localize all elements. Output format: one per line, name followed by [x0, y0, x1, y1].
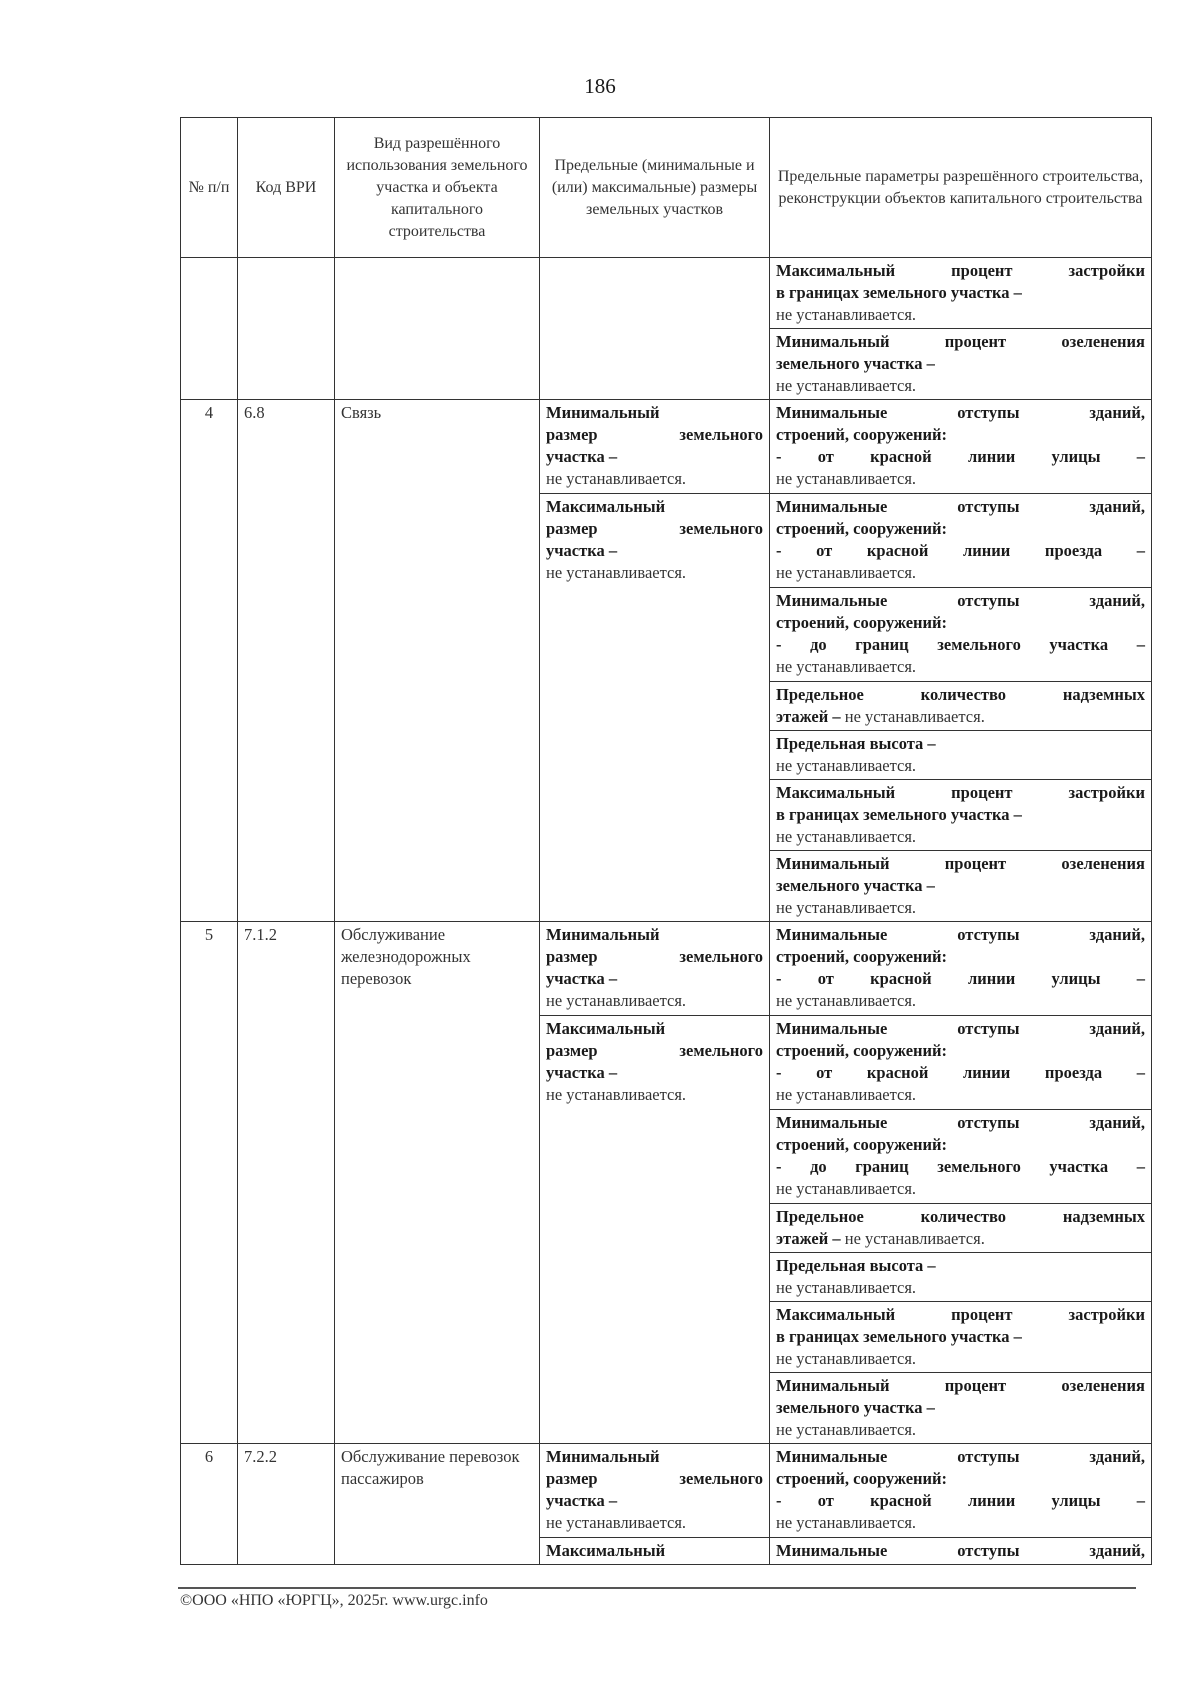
param-cell: Минимальный процент озеленения земельного участка – не устанавливается. [770, 329, 1152, 400]
row-code: 7.2.2 [238, 1444, 335, 1565]
table-row-continuation [181, 258, 1152, 329]
param-cell: Минимальные отступы зданий, строений, сооружений: - до границ земельного участка – не устанавливается. [770, 588, 1152, 682]
row-number: 5 [181, 922, 238, 1444]
param-cell: Минимальные отступы зданий, строений, сооружений: - от красной линии проезда – не устанавливается. [770, 494, 1152, 588]
row-name: Связь [335, 400, 540, 922]
param-cell: Предельное количество надземных этажей – не устанавливается. [770, 1204, 1152, 1253]
param-cell: Минимальные отступы зданий, строений, сооружений: - от красной линии улицы – не устанавливается. [770, 400, 1152, 494]
page-number: 186 [584, 74, 616, 98]
cell-empty [238, 258, 335, 400]
zoning-table-container [180, 117, 1151, 1560]
footer-divider [178, 1587, 1136, 1589]
row-code: 6.8 [238, 400, 335, 922]
param-cell: Минимальные отступы зданий, [770, 1538, 1152, 1565]
cell-empty [335, 258, 540, 400]
row-name: Обслуживание железнодорожных перевозок [335, 922, 540, 1444]
cell-empty [181, 258, 238, 400]
param-cell: Минимальные отступы зданий, строений, сооружений: - до границ земельного участка – не устанавливается. [770, 1110, 1152, 1204]
param-cell: Минимальный процент озеленения земельного участка – не устанавливается. [770, 1373, 1152, 1444]
table-row [181, 922, 1152, 1016]
param-cell: Максимальный процент застройки в границах земельного участка – не устанавливается. [770, 780, 1152, 851]
zoning-parameters-table [180, 117, 1152, 1565]
header-num: № п/п [181, 118, 238, 258]
cell-empty [540, 258, 770, 400]
header-params: Предельные параметры разрешённого строительства, реконструкции объектов капитального строительства [770, 118, 1152, 258]
param-cell: Максимальный процент застройки в границах земельного участка – не устанавливается. [770, 1302, 1152, 1373]
header-kind: Вид разрешённого использования земельного участка и объекта капитального строительства [335, 118, 540, 258]
row-number: 6 [181, 1444, 238, 1565]
param-cell: Предельное количество надземных этажей – не устанавливается. [770, 682, 1152, 731]
param-cell: Минимальный процент озеленения земельного участка – не устанавливается. [770, 851, 1152, 922]
size-min-cell: Минимальный размер земельного участка – не устанавливается. [540, 400, 770, 494]
param-cell: Максимальный процент застройки в границах земельного участка – не устанавливается. [770, 258, 1152, 329]
size-min-cell: Минимальный размер земельного участка – не устанавливается. [540, 922, 770, 1016]
param-cell: Минимальные отступы зданий, строений, сооружений: - от красной линии проезда – не устанавливается. [770, 1016, 1152, 1110]
param-cell: Предельная высота – не устанавливается. [770, 1253, 1152, 1302]
param-cell: Минимальные отступы зданий, строений, сооружений: - от красной линии улицы – не устанавливается. [770, 922, 1152, 1016]
row-name: Обслуживание перевозок пассажиров [335, 1444, 540, 1565]
size-max-cell: Максимальный размер земельного участка – не устанавливается. [540, 1016, 770, 1444]
table-row [181, 1444, 1152, 1538]
size-max-cell: Максимальный [540, 1538, 770, 1565]
row-number: 4 [181, 400, 238, 922]
table-header-row [181, 118, 1152, 258]
size-min-cell: Минимальный размер земельного участка – не устанавливается. [540, 1444, 770, 1538]
header-code: Код ВРИ [238, 118, 335, 258]
table-row [181, 400, 1152, 494]
row-code: 7.1.2 [238, 922, 335, 1444]
size-max-cell: Максимальный размер земельного участка – не устанавливается. [540, 494, 770, 922]
header-sizes: Предельные (минимальные и (или) максимальные) размеры земельных участков [540, 118, 770, 258]
param-cell: Минимальные отступы зданий, строений, сооружений: - от красной линии улицы – не устанавливается. [770, 1444, 1152, 1538]
footer-copyright: ©ООО «НПО «ЮРГЦ», 2025г. www.urgc.info [180, 1592, 488, 1609]
param-cell: Предельная высота – не устанавливается. [770, 731, 1152, 780]
